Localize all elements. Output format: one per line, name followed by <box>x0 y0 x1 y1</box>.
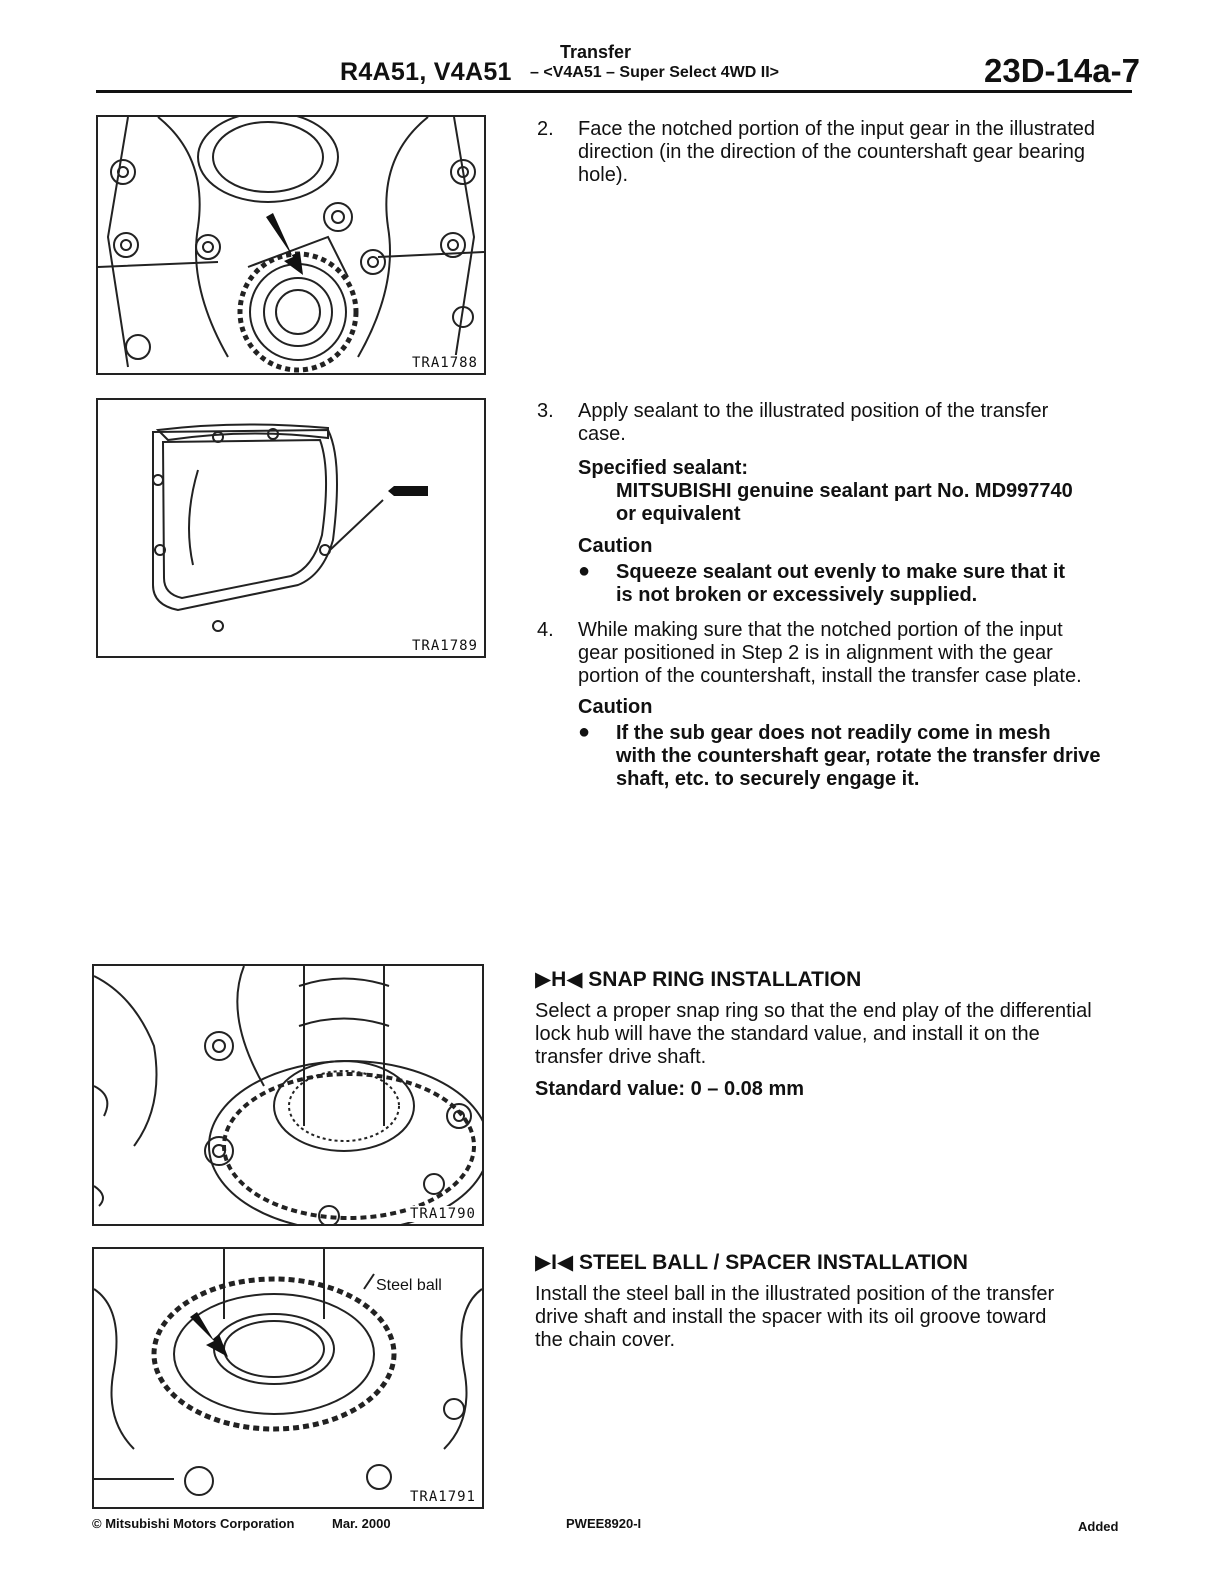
sealant-value <box>616 480 1132 526</box>
bullet-icon: ● <box>578 560 591 582</box>
caution-label: Caution <box>578 535 653 557</box>
step3-number: 3. <box>537 400 554 422</box>
step4-number: 4. <box>537 619 554 641</box>
text-line: shaft, etc. to securely engage it. <box>616 768 920 790</box>
snap-ring-text <box>535 1000 1129 1069</box>
text-line: Install the steel ball in the illustrated position of the transfer <box>535 1283 1055 1305</box>
page-number: 23D-14a-7 <box>984 52 1140 89</box>
text-line: MITSUBISHI genuine sealant part No. MD997740 <box>616 480 1073 502</box>
steel-ball-text <box>535 1283 1129 1352</box>
snap-ring-heading: ▶H◀ SNAP RING INSTALLATION <box>535 968 862 991</box>
step2-text <box>578 118 1132 187</box>
header-subtitle: – <V4A51 – Super Select 4WD II> <box>530 64 780 81</box>
bullet-icon: ● <box>578 721 591 743</box>
step3-text <box>578 400 1132 446</box>
header-model: R4A51, V4A51 <box>340 58 512 86</box>
input-gear-illustration <box>98 117 484 373</box>
sealant-label: Specified sealant: <box>578 457 749 479</box>
text-line: direction (in the direction of the countershaft gear bearing <box>578 141 1085 163</box>
figure-code: TRA1790 <box>409 1206 476 1222</box>
text-line: While making sure that the notched portion of the input <box>578 619 1063 641</box>
text-line: portion of the countershaft, install the transfer case plate. <box>578 665 1082 687</box>
text-line: Squeeze sealant out evenly to make sure that it <box>616 561 1066 583</box>
caution-label: Caution <box>578 696 653 718</box>
text-line: Face the notched portion of the input gear in the illustrated <box>578 118 1096 140</box>
steel-ball-heading: ▶I◀ STEEL BALL / SPACER INSTALLATION <box>535 1251 968 1274</box>
text-line: with the countershaft gear, rotate the transfer drive <box>616 745 1101 767</box>
text-line: Select a proper snap ring so that the end play of the differential <box>535 1000 1092 1022</box>
figure-code: TRA1791 <box>409 1489 476 1505</box>
figure-sealant <box>96 398 486 658</box>
text-line: gear positioned in Step 2 is in alignment with the gear <box>578 642 1053 664</box>
text-line: If the sub gear does not readily come in mesh <box>616 722 1051 744</box>
step4-text <box>578 619 1132 688</box>
text-line: is not broken or excessively supplied. <box>616 584 978 606</box>
text-line: case. <box>578 423 626 445</box>
figure-input-gear <box>96 115 486 375</box>
footer-doc-code: PWEE8920-I <box>566 1516 642 1531</box>
text-line: hole). <box>578 164 629 186</box>
footer-status: Added <box>1078 1519 1119 1534</box>
figure-code: TRA1788 <box>411 355 478 371</box>
text-line: the chain cover. <box>535 1329 676 1351</box>
text-line: lock hub will have the standard value, and install it on the <box>535 1023 1040 1045</box>
figure-code: TRA1789 <box>411 638 478 654</box>
snap-ring-illustration <box>94 966 482 1224</box>
figure-steel-ball <box>92 1247 484 1509</box>
step2-number: 2. <box>537 118 554 140</box>
footer-date: Mar. 2000 <box>332 1516 391 1531</box>
figure-snap-ring <box>92 964 484 1226</box>
text-line: transfer drive shaft. <box>535 1046 707 1068</box>
text-line: Apply sealant to the illustrated position of the transfer <box>578 400 1049 422</box>
header-section-title: Transfer <box>560 42 632 62</box>
text-line: drive shaft and install the spacer with its oil groove toward <box>535 1306 1047 1328</box>
standard-value: Standard value: 0 – 0.08 mm <box>535 1078 805 1100</box>
sealant-illustration <box>98 400 484 656</box>
caution-text <box>616 561 1132 607</box>
footer-copyright: © Mitsubishi Motors Corporation <box>92 1516 295 1531</box>
header-rule <box>96 90 1132 93</box>
text-line: or equivalent <box>616 503 741 525</box>
steel-ball-label: Steel ball <box>376 1277 442 1294</box>
caution-text <box>616 722 1132 791</box>
